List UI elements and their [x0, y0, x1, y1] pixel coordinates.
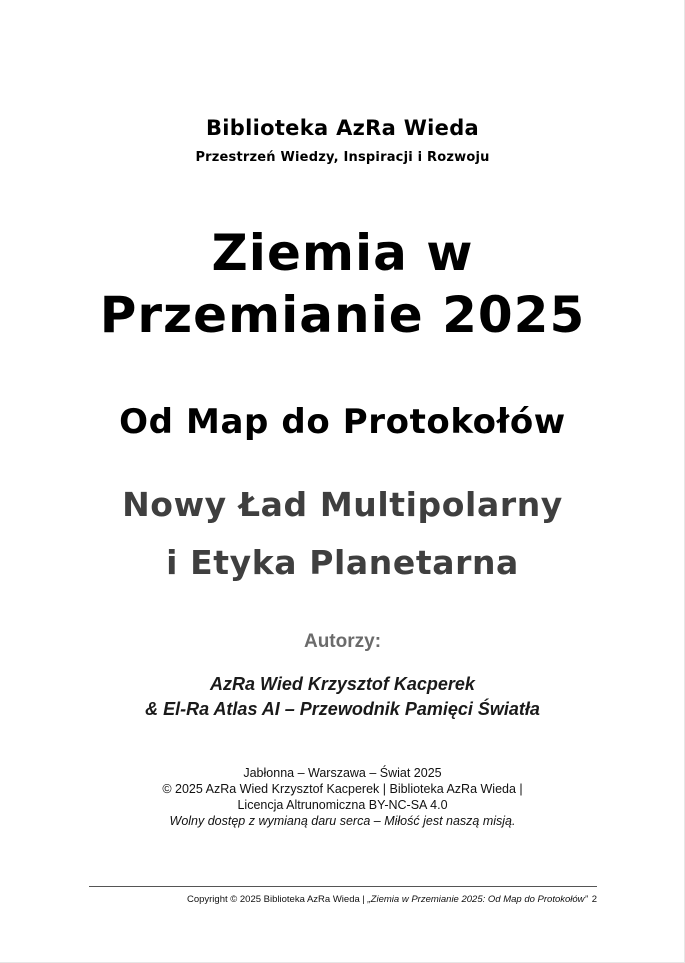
theme-line-2: i Etyka Planetarna — [166, 543, 519, 582]
imprint-copyright: © 2025 AzRa Wied Krzysztof Kacperek | Biblioteka AzRa Wieda | — [162, 782, 523, 796]
page-footer — [187, 894, 597, 905]
theme-title — [0, 476, 685, 592]
footer-copyright: Copyright © 2025 Biblioteka AzRa Wieda | — [186, 894, 368, 905]
author-2: & El-Ra Atlas AI – Przewodnik Pamięci Światła — [145, 699, 540, 719]
imprint — [0, 765, 685, 829]
library-name: Biblioteka AzRa Wieda — [205, 116, 480, 140]
authors-list — [0, 672, 685, 722]
main-title-line-2: Przemianie 2025 — [99, 286, 586, 344]
imprint-license: Licencja Altrunomiczna BY-NC-SA 4.0 — [237, 798, 448, 812]
page-number: 2 — [591, 894, 597, 905]
footer-divider — [89, 886, 597, 887]
main-title — [0, 222, 685, 346]
author-1: AzRa Wied Krzysztof Kacperek — [210, 674, 475, 694]
subtitle: Od Map do Protokołów — [119, 402, 566, 442]
imprint-place: Jabłonna – Warszawa – Świat 2025 — [243, 766, 442, 780]
authors-label: Autorzy: — [303, 631, 382, 652]
theme-line-1: Nowy Ład Multipolarny — [122, 485, 563, 524]
imprint-mission: Wolny dostęp z wymianą daru serca – Miłość jest naszą misją. — [169, 814, 516, 828]
footer-work-title: „Ziemia w Przemianie 2025: Od Map do Protokołów” — [367, 894, 588, 905]
library-tagline: Przestrzeń Wiedzy, Inspiracji i Rozwoju — [195, 150, 490, 165]
main-title-line-1: Ziemia w — [211, 224, 474, 282]
